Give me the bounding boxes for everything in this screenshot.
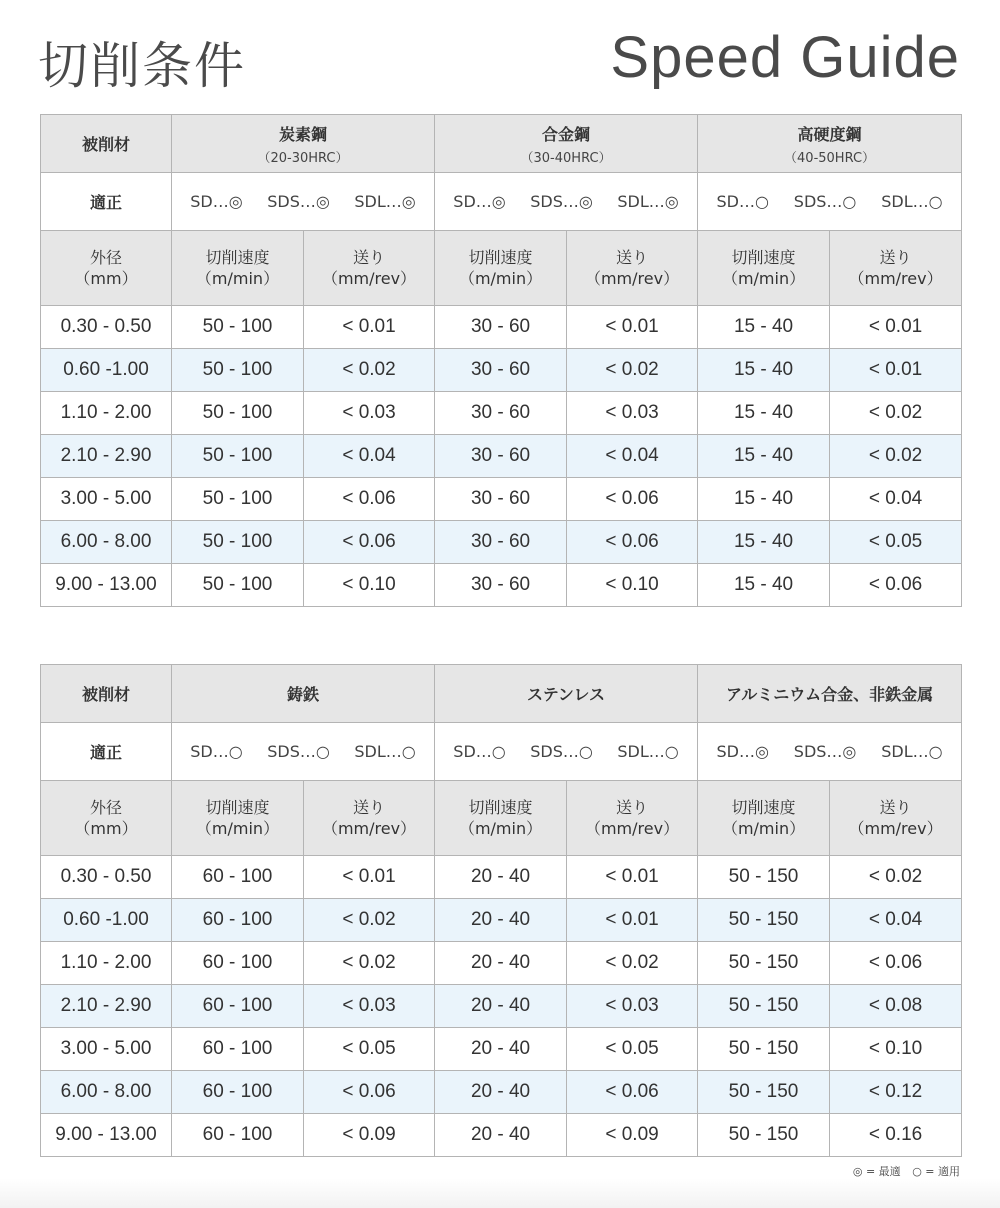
value-cell: 30 - 60 [435, 306, 567, 349]
feed-header [830, 781, 962, 856]
table-row [41, 306, 962, 349]
grade-cell [172, 723, 435, 781]
value-cell: 20 - 40 [435, 899, 567, 942]
value-cell: < 0.06 [304, 478, 435, 521]
legend [845, 1163, 960, 1179]
grade-item: SD…○ [190, 742, 243, 761]
value-cell: 20 - 40 [435, 856, 567, 899]
table-row [41, 899, 962, 942]
material-header [172, 115, 435, 173]
diameter-cell: 1.10 - 2.00 [41, 392, 172, 435]
value-cell: 50 - 150 [698, 1114, 830, 1157]
diameter-cell: 0.30 - 0.50 [41, 856, 172, 899]
value-cell: 30 - 60 [435, 392, 567, 435]
diameter-cell: 6.00 - 8.00 [41, 521, 172, 564]
value-cell: < 0.10 [304, 564, 435, 607]
value-cell: < 0.09 [567, 1114, 698, 1157]
value-cell: < 0.10 [567, 564, 698, 607]
speed-header [698, 781, 830, 856]
value-cell: 20 - 40 [435, 1071, 567, 1114]
table-row [41, 942, 962, 985]
value-cell: 30 - 60 [435, 349, 567, 392]
value-cell: 50 - 100 [172, 564, 304, 607]
value-cell: < 0.05 [830, 521, 962, 564]
value-cell: < 0.16 [830, 1114, 962, 1157]
diameter-cell: 9.00 - 13.00 [41, 564, 172, 607]
grade-item: SDS…○ [530, 742, 593, 761]
value-cell: 60 - 100 [172, 899, 304, 942]
value-cell: 60 - 100 [172, 942, 304, 985]
diameter-cell: 0.60 -1.00 [41, 349, 172, 392]
speed-label: 切削速度 [468, 248, 533, 267]
speed-unit: （m/min） [458, 819, 543, 838]
table-row [41, 564, 962, 607]
value-cell: < 0.03 [567, 985, 698, 1028]
grade-cell [698, 173, 962, 231]
grade-row [41, 723, 962, 781]
page-title-jp: 切削条件 [38, 37, 246, 95]
value-cell: 50 - 150 [698, 942, 830, 985]
diameter-header [41, 231, 172, 306]
speed-label: 切削速度 [731, 248, 796, 267]
table-row [41, 985, 962, 1028]
speed-unit: （m/min） [195, 269, 280, 288]
grade-item: SD…◎ [453, 192, 506, 211]
value-cell: 20 - 40 [435, 942, 567, 985]
value-cell: < 0.04 [304, 435, 435, 478]
grade-list [698, 192, 961, 211]
value-cell: < 0.10 [830, 1028, 962, 1071]
grade-item: SD…○ [716, 192, 769, 211]
grade-row [41, 173, 962, 231]
value-cell: < 0.09 [304, 1114, 435, 1157]
value-cell: 15 - 40 [698, 392, 830, 435]
material-name: 高硬度鋼 [797, 124, 862, 144]
grade-item: SDS…◎ [267, 192, 330, 211]
table-row [41, 349, 962, 392]
speed-unit: （m/min） [458, 269, 543, 288]
speed-label: 切削速度 [731, 798, 796, 817]
value-cell: 50 - 100 [172, 478, 304, 521]
value-cell: 50 - 150 [698, 899, 830, 942]
value-cell: 15 - 40 [698, 349, 830, 392]
value-cell: < 0.12 [830, 1071, 962, 1114]
feed-unit: （mm/rev） [848, 819, 943, 838]
value-cell: 50 - 150 [698, 856, 830, 899]
value-cell: < 0.06 [830, 942, 962, 985]
value-cell: < 0.06 [567, 1071, 698, 1114]
value-cell: 50 - 100 [172, 349, 304, 392]
material-header-row [41, 115, 962, 173]
grade-item: SD…◎ [716, 742, 769, 761]
value-cell: 15 - 40 [698, 521, 830, 564]
grade-item: SDS…○ [793, 192, 857, 211]
speed-label: 切削速度 [468, 798, 533, 817]
grade-list [435, 192, 697, 211]
table-row [41, 521, 962, 564]
value-cell: < 0.03 [567, 392, 698, 435]
value-cell: < 0.01 [567, 306, 698, 349]
speed-label: 切削速度 [205, 248, 270, 267]
value-cell: 50 - 100 [172, 521, 304, 564]
value-cell: 60 - 100 [172, 1114, 304, 1157]
value-cell: < 0.06 [567, 521, 698, 564]
legend-best: ◎ = 最適 [852, 1165, 901, 1178]
value-cell: 50 - 100 [172, 392, 304, 435]
grade-cell [435, 723, 698, 781]
feed-label: 送り [616, 798, 649, 817]
feed-header [304, 781, 435, 856]
value-cell: < 0.08 [830, 985, 962, 1028]
feed-unit: （mm/rev） [321, 269, 417, 288]
value-cell: < 0.06 [567, 478, 698, 521]
value-cell: 20 - 40 [435, 1028, 567, 1071]
value-cell: 60 - 100 [172, 856, 304, 899]
value-cell: < 0.02 [304, 349, 435, 392]
feed-unit: （mm/rev） [584, 819, 680, 838]
value-cell: < 0.02 [567, 942, 698, 985]
feed-header [830, 231, 962, 306]
grade-list [172, 192, 434, 211]
value-cell: 50 - 100 [172, 306, 304, 349]
speed-header [435, 781, 567, 856]
value-cell: 30 - 60 [435, 478, 567, 521]
value-cell: 50 - 100 [172, 435, 304, 478]
material-label: 被削材 [41, 115, 172, 173]
material-name: 合金鋼 [542, 124, 591, 144]
value-cell: < 0.04 [830, 899, 962, 942]
table-row [41, 1114, 962, 1157]
value-cell: 20 - 40 [435, 1114, 567, 1157]
grade-item: SD…◎ [190, 192, 243, 211]
value-cell: < 0.01 [830, 306, 962, 349]
speed-table-1 [40, 114, 962, 607]
material-name: 炭素鋼 [279, 124, 328, 144]
value-cell: 60 - 100 [172, 1071, 304, 1114]
diameter-cell: 9.00 - 13.00 [41, 1114, 172, 1157]
feed-unit: （mm/rev） [321, 819, 417, 838]
feed-header [567, 231, 698, 306]
material-header [698, 665, 962, 723]
grade-list [172, 742, 434, 761]
value-cell: 15 - 40 [698, 306, 830, 349]
grade-item: SDL…○ [881, 742, 943, 761]
feed-label: 送り [616, 248, 649, 267]
value-cell: < 0.04 [830, 478, 962, 521]
diameter-cell: 3.00 - 5.00 [41, 478, 172, 521]
table-row [41, 435, 962, 478]
material-label: 被削材 [41, 665, 172, 723]
value-cell: 50 - 150 [698, 1028, 830, 1071]
value-cell: 60 - 100 [172, 1028, 304, 1071]
material-header [435, 115, 698, 173]
diameter-header [41, 781, 172, 856]
grade-item: SDS…◎ [793, 742, 857, 761]
feed-header [304, 231, 435, 306]
grade-list [698, 742, 961, 761]
grade-cell [435, 173, 698, 231]
diameter-cell: 2.10 - 2.90 [41, 985, 172, 1028]
grade-item: SD…○ [453, 742, 506, 761]
material-name: ステンレス [527, 685, 606, 704]
feed-unit: （mm/rev） [584, 269, 680, 288]
material-hardness: （20-30HRC） [257, 150, 349, 166]
column-header-row [41, 231, 962, 306]
grade-cell [172, 173, 435, 231]
material-header-row [41, 665, 962, 723]
material-name: 鋳鉄 [287, 685, 320, 704]
table-row [41, 392, 962, 435]
grade-cell [698, 723, 962, 781]
grade-list [435, 742, 697, 761]
value-cell: < 0.02 [830, 856, 962, 899]
diameter-cell: 3.00 - 5.00 [41, 1028, 172, 1071]
speed-header [172, 781, 304, 856]
speed-unit: （m/min） [721, 269, 806, 288]
value-cell: < 0.02 [304, 942, 435, 985]
grade-label: 適正 [41, 173, 172, 231]
value-cell: < 0.04 [567, 435, 698, 478]
value-cell: 30 - 60 [435, 435, 567, 478]
grade-item: SDS…○ [267, 742, 330, 761]
value-cell: < 0.02 [567, 349, 698, 392]
diameter-label: 外径 [89, 248, 122, 267]
value-cell: < 0.01 [567, 856, 698, 899]
value-cell: 30 - 60 [435, 521, 567, 564]
value-cell: < 0.02 [830, 392, 962, 435]
value-cell: 20 - 40 [435, 985, 567, 1028]
diameter-unit: （mm） [74, 819, 138, 838]
value-cell: < 0.01 [304, 856, 435, 899]
diameter-cell: 6.00 - 8.00 [41, 1071, 172, 1114]
page-title-en: Speed Guide [610, 25, 960, 90]
bottom-shadow [0, 1178, 1000, 1208]
value-cell: 50 - 150 [698, 1071, 830, 1114]
table-row [41, 1071, 962, 1114]
material-hardness: （30-40HRC） [520, 150, 612, 166]
diameter-label: 外径 [89, 798, 122, 817]
value-cell: 30 - 60 [435, 564, 567, 607]
diameter-cell: 0.60 -1.00 [41, 899, 172, 942]
feed-unit: （mm/rev） [848, 269, 943, 288]
material-hardness: （40-50HRC） [784, 150, 876, 166]
diameter-cell: 0.30 - 0.50 [41, 306, 172, 349]
table-row [41, 1028, 962, 1071]
diameter-unit: （mm） [74, 269, 138, 288]
value-cell: < 0.06 [830, 564, 962, 607]
feed-label: 送り [879, 798, 912, 817]
value-cell: 50 - 150 [698, 985, 830, 1028]
value-cell: < 0.02 [830, 435, 962, 478]
speed-header [435, 231, 567, 306]
value-cell: < 0.03 [304, 392, 435, 435]
value-cell: < 0.05 [567, 1028, 698, 1071]
diameter-cell: 2.10 - 2.90 [41, 435, 172, 478]
grade-label: 適正 [41, 723, 172, 781]
grade-item: SDL…○ [617, 742, 679, 761]
value-cell: < 0.01 [567, 899, 698, 942]
material-header [435, 665, 698, 723]
value-cell: < 0.05 [304, 1028, 435, 1071]
feed-label: 送り [879, 248, 912, 267]
grade-item: SDL…○ [881, 192, 943, 211]
value-cell: < 0.06 [304, 1071, 435, 1114]
value-cell: < 0.02 [304, 899, 435, 942]
grade-item: SDL…○ [354, 742, 416, 761]
material-header [172, 665, 435, 723]
grade-item: SDS…◎ [530, 192, 593, 211]
feed-header [567, 781, 698, 856]
material-name: アルミニウム合金、非鉄金属 [725, 685, 934, 704]
material-header [698, 115, 962, 173]
value-cell: < 0.06 [304, 521, 435, 564]
feed-label: 送り [353, 248, 386, 267]
table-row [41, 478, 962, 521]
speed-unit: （m/min） [195, 819, 280, 838]
value-cell: 60 - 100 [172, 985, 304, 1028]
speed-unit: （m/min） [721, 819, 806, 838]
grade-item: SDL…◎ [617, 192, 679, 211]
value-cell: 15 - 40 [698, 435, 830, 478]
speed-header [698, 231, 830, 306]
value-cell: < 0.01 [830, 349, 962, 392]
value-cell: 15 - 40 [698, 478, 830, 521]
speed-table-2 [40, 664, 962, 1157]
speed-label: 切削速度 [205, 798, 270, 817]
column-header-row [41, 781, 962, 856]
value-cell: 15 - 40 [698, 564, 830, 607]
speed-header [172, 231, 304, 306]
value-cell: < 0.03 [304, 985, 435, 1028]
diameter-cell: 1.10 - 2.00 [41, 942, 172, 985]
feed-label: 送り [353, 798, 386, 817]
table-row [41, 856, 962, 899]
grade-item: SDL…◎ [354, 192, 416, 211]
value-cell: < 0.01 [304, 306, 435, 349]
legend-applicable: ○ = 適用 [912, 1165, 960, 1178]
